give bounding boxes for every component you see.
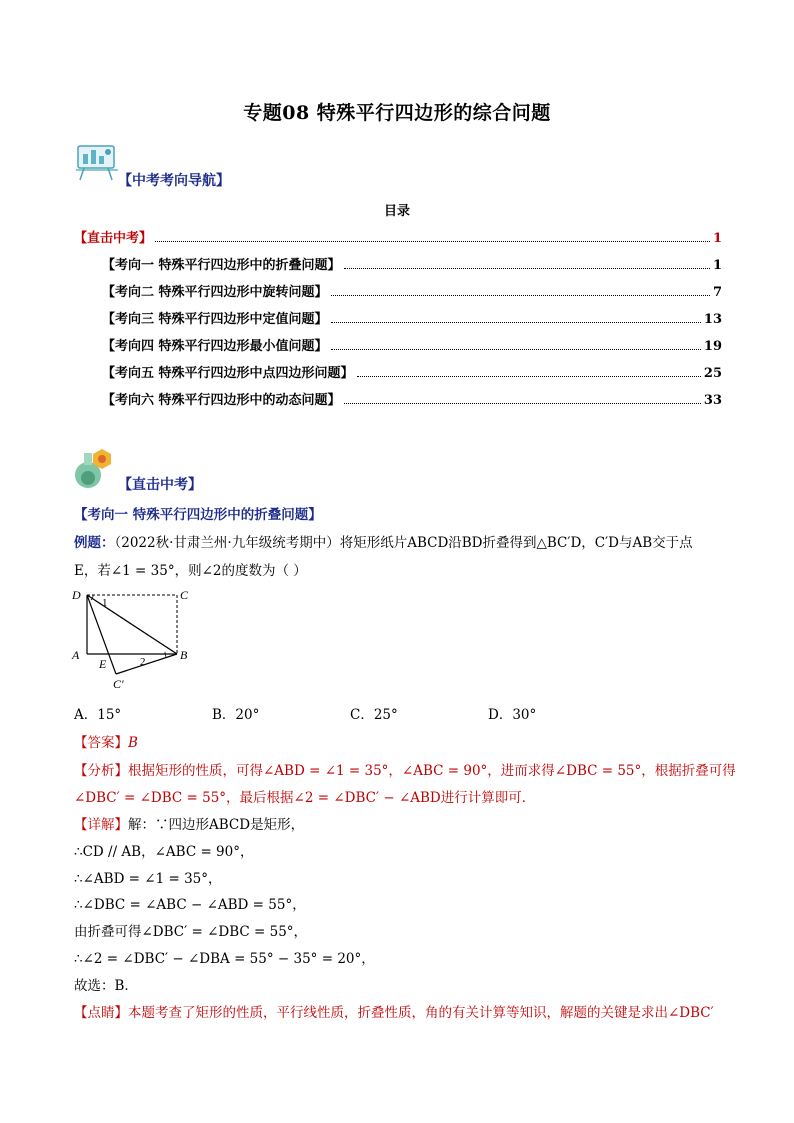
toc-page: 33 <box>703 393 722 408</box>
detail-line-6: 故选：B． <box>74 978 138 994</box>
toc-item-direction-1[interactable] <box>102 254 722 273</box>
detail-line-2: ∴∠ABD = ∠1 = 35°， <box>74 871 222 887</box>
detail-line-1: ∴CD // AB，∠ABC = 90°， <box>74 844 254 860</box>
toc-label: 【考向二 特殊平行四边形中旋转问题】 <box>102 285 328 300</box>
example-label: 例题： <box>74 535 115 551</box>
toc-leader <box>331 322 701 323</box>
analysis-tag: 【分析】 <box>74 763 128 779</box>
toc-item-direction-2[interactable] <box>102 281 722 300</box>
toc-label: 【考向六 特殊平行四边形中的动态问题】 <box>102 393 341 408</box>
detail-line-0 <box>74 813 304 833</box>
toc-label: 【直击中考】 <box>74 231 153 246</box>
option-b[interactable]: B．20° <box>212 707 260 723</box>
example-text-1: （2022秋·甘肃兰州·九年级统考期中）将矩形纸片ABCD沿BD折叠得到△BC′D，C′D与AB交于点 <box>114 535 693 551</box>
toc-leader <box>155 241 710 242</box>
fold-c-prime-b <box>116 654 177 674</box>
label-d: D <box>72 588 81 602</box>
answer-tag: 【答案】 <box>74 735 128 751</box>
toc-page: 7 <box>712 285 722 300</box>
detail-line-4: 由折叠可得∠DBC′ = ∠DBC = 55°， <box>74 924 308 940</box>
nav-heading: 【中考考向导航】 <box>118 173 230 189</box>
toc-item-direction-6[interactable] <box>102 389 722 408</box>
label-e: E <box>99 657 107 671</box>
toc-leader <box>357 376 701 377</box>
toc-label: 【考向三 特殊平行四边形中定值问题】 <box>102 312 328 327</box>
toc-item-direction-5[interactable] <box>102 362 722 381</box>
toc-leader <box>344 268 710 269</box>
detail-first: 解：∵四边形ABCD是矩形， <box>128 817 305 833</box>
flask-icon <box>72 445 118 491</box>
label-angle-2: 2 <box>140 656 146 668</box>
detail-tag: 【详解】 <box>74 817 128 833</box>
toc-label: 【考向五 特殊平行四边形中点四边形问题】 <box>102 366 354 381</box>
folding-rectangle-figure <box>66 585 196 695</box>
section-heading: 【直击中考】 <box>118 477 202 493</box>
toc-label: 【考向四 特殊平行四边形最小值问题】 <box>102 339 328 354</box>
example-line-1 <box>74 531 693 551</box>
toc-item-direct[interactable] <box>74 227 722 246</box>
comment-text: 本题考查了矩形的性质，平行线性质，折叠性质，角的有关计算等知识，解题的关键是求出∠DBC′ <box>128 1005 714 1021</box>
label-c-prime: C′ <box>113 677 124 691</box>
comment-tag: 【点睛】 <box>74 1005 128 1021</box>
answer-value: B <box>128 735 138 751</box>
toc-page: 13 <box>703 312 722 327</box>
toc-leader <box>331 295 710 296</box>
analysis-text-2: ∠DBC′ = ∠DBC = 55°，最后根据∠2 = ∠DBC′ − ∠ABD进行计算即可． <box>74 790 536 806</box>
label-c: C <box>180 588 189 602</box>
option-d[interactable]: D．30° <box>488 707 537 723</box>
page-title: 专题08 特殊平行四边形的综合问题 <box>243 102 551 124</box>
toc-leader <box>344 403 701 404</box>
detail-line-5: ∴∠2 = ∠DBC′ − ∠DBA = 55° − 35° = 20°， <box>74 951 375 967</box>
toc-page: 1 <box>712 231 722 246</box>
option-a[interactable]: A．15° <box>74 707 122 723</box>
toc-item-direction-4[interactable] <box>102 335 722 354</box>
fold-bd <box>87 595 177 654</box>
detail-line-3: ∴∠DBC = ∠ABC − ∠ABD = 55°， <box>74 897 306 913</box>
toc-heading: 目录 <box>383 204 410 219</box>
comment-line <box>74 1001 724 1021</box>
toc-page: 1 <box>712 258 722 273</box>
toc-label: 【考向一 特殊平行四边形中的折叠问题】 <box>102 258 341 273</box>
toc-page: 19 <box>703 339 722 354</box>
presentation-board-icon <box>74 140 120 182</box>
toc-item-direction-3[interactable] <box>102 308 722 327</box>
example-text-2: E，若∠1 = 35°，则∠2的度数为（ ） <box>74 563 307 579</box>
analysis-text-1: 根据矩形的性质，可得∠ABD = ∠1 = 35°，∠ABC = 90°，进而求得∠DBC = 55°，根据折叠可得 <box>128 763 736 779</box>
analysis-line-1 <box>74 759 736 779</box>
label-angle-1: 1 <box>102 597 108 609</box>
toc-page: 25 <box>703 366 722 381</box>
subsection-heading: 【考向一 特殊平行四边形中的折叠问题】 <box>74 507 322 523</box>
label-b: B <box>180 648 188 662</box>
toc-leader <box>331 349 701 350</box>
label-a: A <box>72 648 80 662</box>
option-c[interactable]: C．25° <box>350 707 398 723</box>
answer-line <box>74 731 138 751</box>
